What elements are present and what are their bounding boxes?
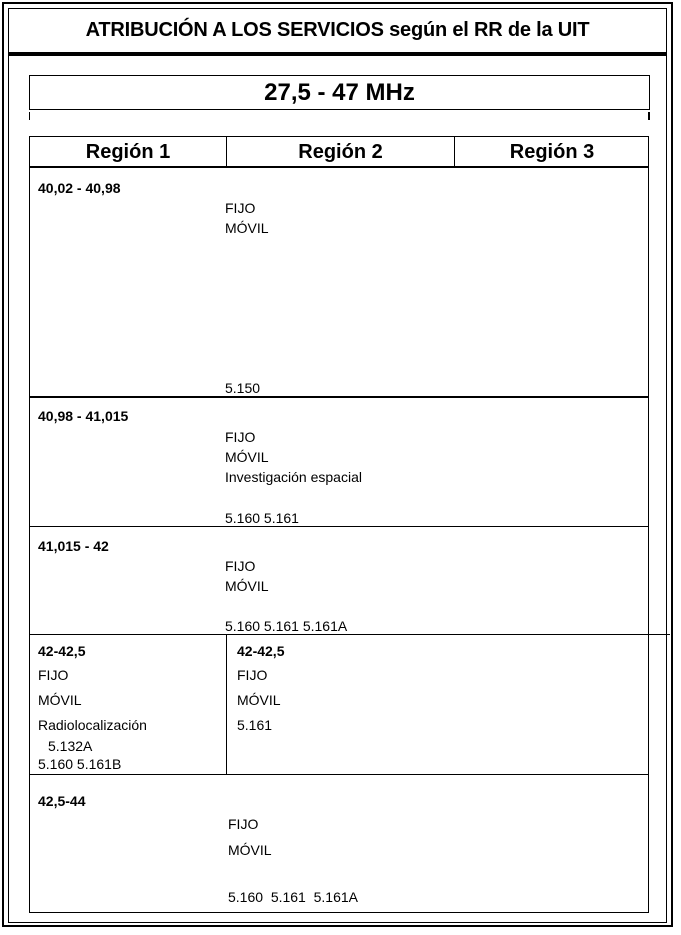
service-item: FIJO	[237, 667, 268, 683]
footnote-refs: 5.132A	[48, 738, 93, 754]
footnote-refs: 5.150	[225, 380, 261, 396]
service-item: Investigación espacial	[225, 469, 362, 485]
allocation-table	[29, 136, 649, 913]
range-tick-right	[648, 112, 650, 120]
service-item: FIJO	[228, 816, 259, 832]
service-item: MÓVIL	[225, 578, 269, 594]
band-label: 42,5-44	[38, 793, 86, 809]
service-item: MÓVIL	[237, 692, 281, 708]
service-item: FIJO	[38, 667, 69, 683]
range-tick-left	[29, 112, 30, 120]
header-region-2: Región 2	[227, 137, 455, 167]
service-item: MÓVIL	[38, 692, 82, 708]
band-label: 40,98 - 41,015	[38, 408, 129, 424]
band-divider	[30, 396, 648, 398]
service-item: MÓVIL	[228, 842, 272, 858]
band-label-region-2: 42-42,5	[237, 643, 285, 659]
header-divider	[30, 166, 648, 168]
band-divider	[30, 634, 648, 635]
band-label-region-1: 42-42,5	[38, 643, 86, 659]
frequency-range: 27,5 - 47 MHz	[29, 75, 650, 109]
service-item: FIJO	[225, 200, 256, 216]
service-item: FIJO	[225, 429, 256, 445]
service-item: MÓVIL	[225, 220, 269, 236]
row-extension-line	[649, 634, 670, 635]
header-region-3: Región 3	[509, 140, 595, 163]
footnote-refs: 5.160 5.161B	[38, 756, 122, 772]
page-title: ATRIBUCIÓN A LOS SERVICIOS según el RR de la UIT	[8, 8, 667, 56]
service-item: FIJO	[225, 558, 256, 574]
footnote-refs: 5.160 5.161 5.161A	[225, 618, 348, 634]
footnote-refs: 5.161	[237, 717, 273, 733]
service-item: Radiolocalización	[38, 717, 147, 733]
region-split-divider	[226, 634, 227, 774]
range-underline	[29, 109, 650, 110]
footnote-refs: 5.160 5.161 5.161A	[228, 889, 358, 905]
band-label: 41,015 - 42	[38, 538, 109, 554]
band-divider	[30, 526, 648, 527]
footnote-refs: 5.160 5.161	[225, 510, 299, 526]
band-label: 40,02 - 40,98	[38, 180, 121, 196]
band-divider	[30, 774, 648, 775]
service-item: MÓVIL	[225, 449, 269, 465]
header-region-1: Región 1	[30, 137, 227, 167]
